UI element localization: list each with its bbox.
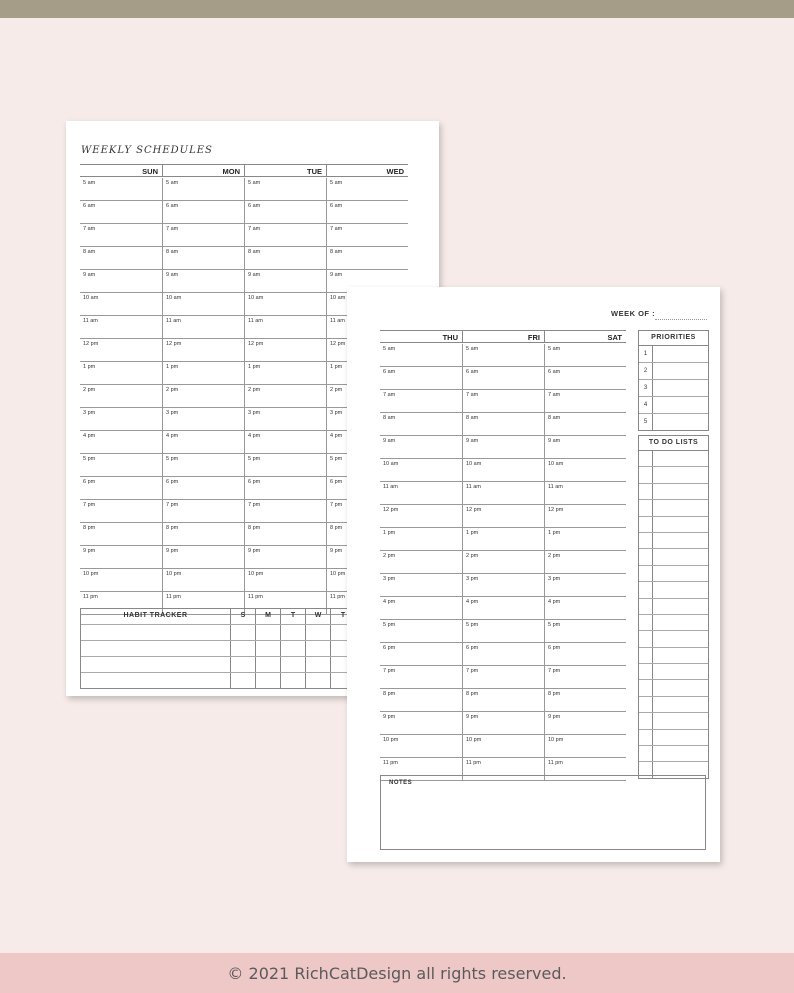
todo-row (639, 483, 708, 499)
time-cell: 10 pm (544, 735, 626, 757)
time-cell: 10 pm (326, 569, 408, 591)
time-cell: 11 pm (326, 592, 408, 614)
time-row (380, 459, 626, 482)
time-cell: 8 am (162, 247, 244, 269)
todo-row (639, 581, 708, 597)
time-cell: 8 pm (383, 691, 396, 697)
habit-tracker (80, 608, 355, 689)
time-cell: 12 pm (83, 341, 99, 347)
time-cell: 8 pm (462, 689, 544, 711)
habit-day-label: M (255, 609, 280, 624)
time-cell: 9 am (544, 436, 626, 458)
habit-day-label: S (230, 609, 255, 624)
habit-row (81, 640, 355, 656)
time-cell: 2 pm (244, 385, 326, 407)
habit-header-row (81, 609, 355, 624)
time-cell: 10 pm (383, 737, 399, 743)
time-cell: 3 pm (383, 576, 396, 582)
habit-row (81, 672, 355, 688)
time-cell: 2 pm (83, 387, 96, 393)
time-row (380, 413, 626, 436)
time-cell: 2 pm (544, 551, 626, 573)
todo-checkbox (639, 631, 653, 646)
priority-number: 5 (639, 414, 653, 430)
time-cell: 7 pm (462, 666, 544, 688)
time-cell: 5 am (244, 178, 326, 200)
time-cell: 5 am (544, 344, 626, 366)
time-cell: 7 am (462, 390, 544, 412)
time-row (380, 620, 626, 643)
todo-checkbox (639, 484, 653, 499)
top-bar (0, 0, 794, 18)
time-cell: 10 pm (244, 569, 326, 591)
time-cell: 5 am (383, 346, 396, 352)
time-cell: 10 am (326, 293, 408, 315)
time-cell: 3 pm (326, 408, 408, 430)
time-cell: 6 am (83, 203, 96, 209)
time-cell: 6 am (462, 367, 544, 389)
time-cell: 5 pm (544, 620, 626, 642)
todo-row (639, 630, 708, 646)
todo-row (639, 679, 708, 695)
time-cell: 1 pm (462, 528, 544, 550)
todo-row (639, 663, 708, 679)
todo-checkbox (639, 713, 653, 728)
time-row (380, 482, 626, 505)
habit-day-label: T (280, 609, 305, 624)
time-cell: 8 pm (544, 689, 626, 711)
time-cell: 9 am (326, 270, 408, 292)
time-cell: 5 pm (462, 620, 544, 642)
time-cell: 12 pm (244, 339, 326, 361)
priority-row (639, 396, 708, 413)
todo-checkbox (639, 533, 653, 548)
todo-label: TO DO LISTS (639, 436, 708, 451)
time-cell: 1 pm (83, 364, 96, 370)
todo-row (639, 745, 708, 761)
priority-number: 3 (639, 380, 653, 396)
page-title: WEEKLY SCHEDULES (81, 145, 213, 156)
priority-number: 2 (639, 363, 653, 379)
time-cell: 6 pm (462, 643, 544, 665)
time-cell: 10 am (383, 461, 399, 467)
todo-row (639, 712, 708, 728)
time-cell: 6 am (162, 201, 244, 223)
time-cell: 5 am (326, 178, 408, 200)
time-row (380, 367, 626, 390)
time-cell: 7 pm (326, 500, 408, 522)
time-cell: 10 am (162, 293, 244, 315)
day-header: TUE (244, 164, 326, 177)
time-cell: 5 pm (83, 456, 96, 462)
time-cell: 3 pm (244, 408, 326, 430)
time-cell: 11 pm (162, 592, 244, 614)
time-cell: 9 pm (244, 546, 326, 568)
time-row (380, 436, 626, 459)
priorities-label: PRIORITIES (639, 331, 708, 346)
time-cell: 11 am (83, 318, 98, 324)
time-row (380, 643, 626, 666)
habit-row (81, 656, 355, 672)
time-cell: 10 pm (162, 569, 244, 591)
time-cell: 6 pm (244, 477, 326, 499)
time-cell: 9 pm (383, 714, 396, 720)
time-cell: 4 pm (462, 597, 544, 619)
priority-number: 4 (639, 397, 653, 413)
time-cell: 11 am (244, 316, 326, 338)
todo-checkbox (639, 467, 653, 482)
time-cell: 9 am (244, 270, 326, 292)
time-cell: 2 pm (162, 385, 244, 407)
time-row (380, 712, 626, 735)
todo-box (638, 435, 709, 779)
time-cell: 7 pm (383, 668, 396, 674)
time-cell: 8 am (462, 413, 544, 435)
time-cell: 7 am (244, 224, 326, 246)
time-row (380, 390, 626, 413)
time-cell: 8 am (83, 249, 96, 255)
todo-checkbox (639, 599, 653, 614)
todo-row (639, 729, 708, 745)
todo-row (639, 466, 708, 482)
todo-checkbox (639, 697, 653, 712)
time-cell: 4 pm (244, 431, 326, 453)
todo-row (639, 451, 708, 466)
time-cell: 2 pm (326, 385, 408, 407)
time-cell: 4 pm (544, 597, 626, 619)
time-cell: 11 am (326, 316, 408, 338)
todo-checkbox (639, 664, 653, 679)
time-cell: 6 pm (544, 643, 626, 665)
habit-day-label: W (305, 609, 330, 624)
day-header: FRI (462, 330, 544, 343)
time-cell: 5 pm (326, 454, 408, 476)
time-row (380, 528, 626, 551)
time-cell: 10 pm (83, 571, 99, 577)
footer-copyright: © 2021 RichCatDesign all rights reserved. (0, 953, 794, 993)
todo-row (639, 614, 708, 630)
time-cell: 10 am (462, 459, 544, 481)
time-cell: 11 pm (544, 758, 626, 780)
time-cell: 11 am (162, 316, 244, 338)
time-cell: 7 pm (244, 500, 326, 522)
time-cell: 6 am (244, 201, 326, 223)
time-cell: 7 pm (544, 666, 626, 688)
time-cell: 8 pm (326, 523, 408, 545)
time-row (380, 597, 626, 620)
todo-row (639, 598, 708, 614)
time-cell: 2 pm (383, 553, 396, 559)
todo-checkbox (639, 566, 653, 581)
time-cell: 9 pm (162, 546, 244, 568)
time-cell: 12 pm (462, 505, 544, 527)
time-row (380, 344, 626, 367)
time-cell: 6 pm (383, 645, 396, 651)
time-cell: 8 pm (83, 525, 96, 531)
todo-rows (639, 451, 708, 778)
time-cell: 9 pm (326, 546, 408, 568)
time-cell: 12 pm (544, 505, 626, 527)
time-cell: 11 pm (244, 592, 326, 614)
day-headers (80, 164, 408, 177)
notes-box (380, 775, 706, 850)
priority-row (639, 362, 708, 379)
time-cell: 6 pm (326, 477, 408, 499)
time-cell: 5 am (462, 344, 544, 366)
todo-checkbox (639, 746, 653, 761)
time-cell: 2 pm (462, 551, 544, 573)
time-cell: 6 pm (83, 479, 96, 485)
time-cell: 5 pm (162, 454, 244, 476)
time-cell: 6 am (326, 201, 408, 223)
todo-checkbox (639, 517, 653, 532)
time-cell: 1 pm (383, 530, 396, 536)
priority-number: 1 (639, 346, 653, 362)
time-cell: 5 am (83, 180, 96, 186)
time-cell: 7 am (83, 226, 96, 232)
day-header: MON (162, 164, 244, 177)
todo-checkbox (639, 582, 653, 597)
todo-checkbox (639, 549, 653, 564)
time-cell: 11 pm (383, 760, 398, 766)
time-cell: 11 pm (462, 758, 544, 780)
time-cell: 12 pm (162, 339, 244, 361)
time-row (380, 666, 626, 689)
week-of-label: WEEK OF : (611, 309, 656, 318)
time-cell: 7 am (162, 224, 244, 246)
time-cell: 6 am (544, 367, 626, 389)
time-cell: 4 pm (383, 599, 396, 605)
time-cell: 7 am (544, 390, 626, 412)
time-cell: 10 am (544, 459, 626, 481)
time-cell: 7 am (383, 392, 396, 398)
day-header: WED (326, 164, 408, 177)
priorities-box (638, 330, 709, 431)
time-cell: 8 pm (162, 523, 244, 545)
time-cell: 6 pm (162, 477, 244, 499)
time-cell: 6 am (383, 369, 396, 375)
time-cell: 1 pm (544, 528, 626, 550)
time-cell: 12 pm (383, 507, 399, 513)
time-cell: 1 pm (326, 362, 408, 384)
habit-tracker-label: HABIT TRACKER (123, 612, 188, 619)
todo-checkbox (639, 451, 653, 466)
time-cell: 9 am (383, 438, 396, 444)
priority-row (639, 379, 708, 396)
notes-label: NOTES (389, 780, 413, 786)
time-cell: 3 pm (544, 574, 626, 596)
time-row (80, 247, 408, 270)
priority-row (639, 346, 708, 362)
time-cell: 3 pm (162, 408, 244, 430)
time-cell: 8 am (383, 415, 396, 421)
time-cell: 3 pm (462, 574, 544, 596)
time-cell: 9 am (462, 436, 544, 458)
todo-row (639, 499, 708, 515)
todo-row (639, 548, 708, 564)
week-of-line (655, 319, 707, 320)
time-cell: 9 pm (544, 712, 626, 734)
time-cell: 4 pm (326, 431, 408, 453)
weekly-schedule-page-2 (347, 287, 720, 862)
day-header: SUN (80, 164, 162, 177)
time-row (380, 551, 626, 574)
time-cell: 7 pm (83, 502, 96, 508)
todo-row (639, 532, 708, 548)
habit-day-label: T (330, 609, 355, 624)
time-cell: 7 am (326, 224, 408, 246)
time-cell: 11 am (383, 484, 398, 490)
time-cell: 9 am (83, 272, 96, 278)
time-cell: 5 am (162, 178, 244, 200)
time-row (380, 505, 626, 528)
time-cell: 10 am (83, 295, 99, 301)
time-cell: 8 am (244, 247, 326, 269)
day-header: THU (380, 330, 462, 343)
time-cell: 4 pm (162, 431, 244, 453)
day-headers (380, 330, 626, 343)
time-rows (380, 344, 626, 781)
time-cell: 9 am (162, 270, 244, 292)
time-row (80, 224, 408, 247)
time-row (380, 574, 626, 597)
todo-row (639, 696, 708, 712)
todo-checkbox (639, 730, 653, 745)
time-cell: 9 pm (462, 712, 544, 734)
time-cell: 4 pm (83, 433, 96, 439)
time-cell: 12 pm (326, 339, 408, 361)
priority-row (639, 413, 708, 430)
time-cell: 1 pm (244, 362, 326, 384)
time-cell: 8 pm (244, 523, 326, 545)
todo-checkbox (639, 500, 653, 515)
time-cell: 11 am (462, 482, 544, 504)
todo-checkbox (639, 648, 653, 663)
time-cell: 5 pm (383, 622, 396, 628)
time-row (380, 689, 626, 712)
time-cell: 5 pm (244, 454, 326, 476)
time-cell: 8 am (326, 247, 408, 269)
todo-row (639, 516, 708, 532)
todo-row (639, 647, 708, 663)
todo-checkbox (639, 680, 653, 695)
time-row (80, 178, 408, 201)
time-cell: 3 pm (83, 410, 96, 416)
time-cell: 10 am (244, 293, 326, 315)
time-cell: 10 pm (462, 735, 544, 757)
time-row (80, 201, 408, 224)
time-cell: 1 pm (162, 362, 244, 384)
day-header: SAT (544, 330, 626, 343)
todo-checkbox (639, 615, 653, 630)
time-cell: 9 pm (83, 548, 96, 554)
habit-row (81, 624, 355, 640)
time-cell: 11 am (544, 482, 626, 504)
time-cell: 11 pm (83, 594, 98, 600)
todo-row (639, 565, 708, 581)
time-row (380, 735, 626, 758)
time-cell: 7 pm (162, 500, 244, 522)
time-cell: 8 am (544, 413, 626, 435)
